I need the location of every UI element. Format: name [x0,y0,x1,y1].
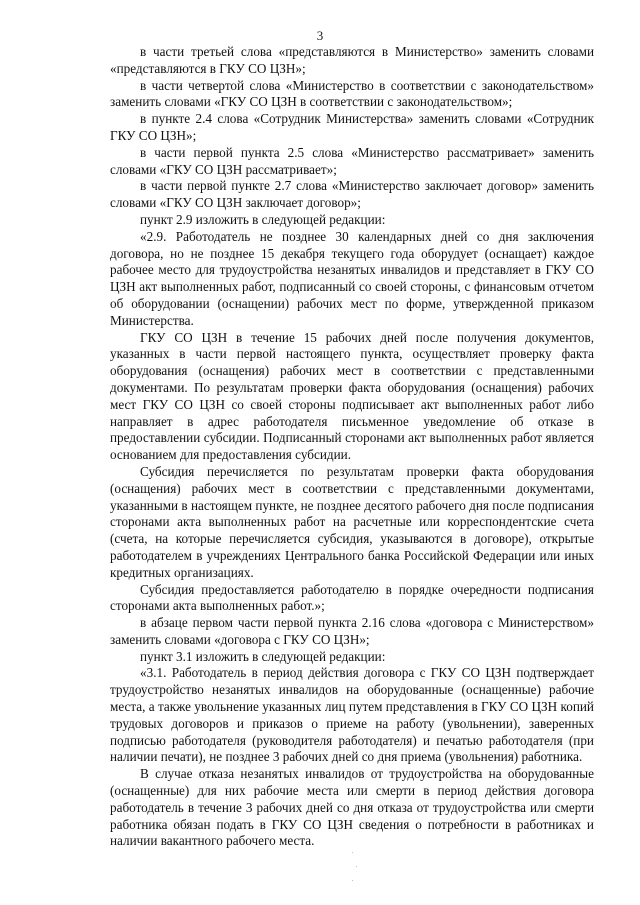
page-number: 3 [316,28,324,43]
paragraph-point-3-1-refusal: В случае отказа незанятых инвалидов от трудоустройства на оборудованные (оснащенные) для них рабочие места или смерти в период действия договора работодатель в течение 3 рабочих дней со дня отказа от трудоустройства или смерти работника обязан подать в ГКУ СО ЦЗН сведения о потребности в работниках и наличии вакантного рабочего места. [110,766,594,849]
scan-speck [356,866,357,867]
paragraph-point-2-7-amendment: в части первой пункте 2.7 слова «Министерство заключает договор» заменить словами «ГКУ СО ЦЗН заключает договор»; [110,178,594,211]
paragraph-point-2-9-intro: пункт 2.9 изложить в следующей редакции: [140,211,386,227]
paragraph-part3-amendment: в части третьей слова «представляются в Министерство» заменить словами «представляются в ГКУ СО ЦЗН»; [110,44,594,76]
paragraph-point-2-9-verification: ГКУ СО ЦЗН в течение 15 рабочих дней после получения документов, указанных в части первой настоящего пункта, осуществляет проверку факта оборудования (оснащения) рабочих мест в соответствии с представленными документами. По результатам проверки факта оборудования (оснащения) рабочих мест ГКУ СО ЦЗН со своей стороны подписывает акт выполненных работ либо направляет в адрес работодателя письменное уведомление об отказе в предоставлении субсидии. Подписанный сторонами акт выполненных работ является основанием для предоставления субсидии. [110,329,594,463]
paragraph-point-2-5-amendment: в части первой пункта 2.5 слова «Министерство рассматривает» заменить словами «ГКУ СО ЦЗН рассматривает»; [110,144,594,177]
paragraph-point-2-9-text: «2.9. Работодатель не позднее 30 календарных дней со дня заключения договора, но не позднее 15 декабря текущего года оборудует (оснащает) каждое рабочее место для трудоустройства незанятых инвалидов и представляет в ГКУ СО ЦЗН акт выполненных работ, подписанный со своей стороны, с финансовым отчетом об оборудовании (оснащении) рабочих мест по форме, утвержденной приказом Министерства. [110,228,594,328]
paragraph-point-2-9-subsidy-order: Субсидия предоставляется работодателю в порядке очередности подписания сторонами акта выполненных работ.»; [110,581,594,614]
paragraph-point-3-1-text: «3.1. Работодатель в период действия договора с ГКУ СО ЦЗН подтверждает трудоустройство незанятых инвалидов на оборудованные (оснащенные) рабочие места, а также увольнение указанных лиц путем представления в ГКУ СО ЦЗН копий трудовых договоров и приказов о приеме на работу (увольнении), заверенных подписью работодателя (руководителя работодателя) и печатью работодателя (при наличии печати), не позднее 3 рабочих дней со дня приема (увольнения) работника. [110,665,594,765]
document-body [110,44,594,850]
scan-speck [352,852,353,853]
paragraph-point-2-9-subsidy-transfer: Субсидия перечисляется по результатам проверки факта оборудования (оснащения) рабочих мест в соответствии с представленными документами, указанными в настоящем пункте, не позднее десятого рабочего дня после подписания сторонами акта выполненных работ на расчетные или корреспондентские счета (счета, на которые перечисляется субсидия, указываются в договоре), открытые работодателем в учреждениях Центрального банка Российской Федерации или иных кредитных организациях. [110,463,594,580]
scan-speck [352,880,353,881]
paragraph-point-2-4-amendment: в пункте 2.4 слова «Сотрудник Министерства» заменить словами «Сотрудник ГКУ СО ЦЗН»; [110,111,594,143]
paragraph-part4-amendment: в части четвертой слова «Министерство в соответствии с законодательством» заменить словами «ГКУ СО ЦЗН в соответствии с законодательством»; [110,77,594,110]
paragraph-point-3-1-intro: пункт 3.1 изложить в следующей редакции: [140,648,386,664]
paragraph-point-2-16-amendment: в абзаце первом части первой пункта 2.16 слова «договора с Министерством» заменить словами «договора с ГКУ СО ЦЗН»; [110,615,594,647]
